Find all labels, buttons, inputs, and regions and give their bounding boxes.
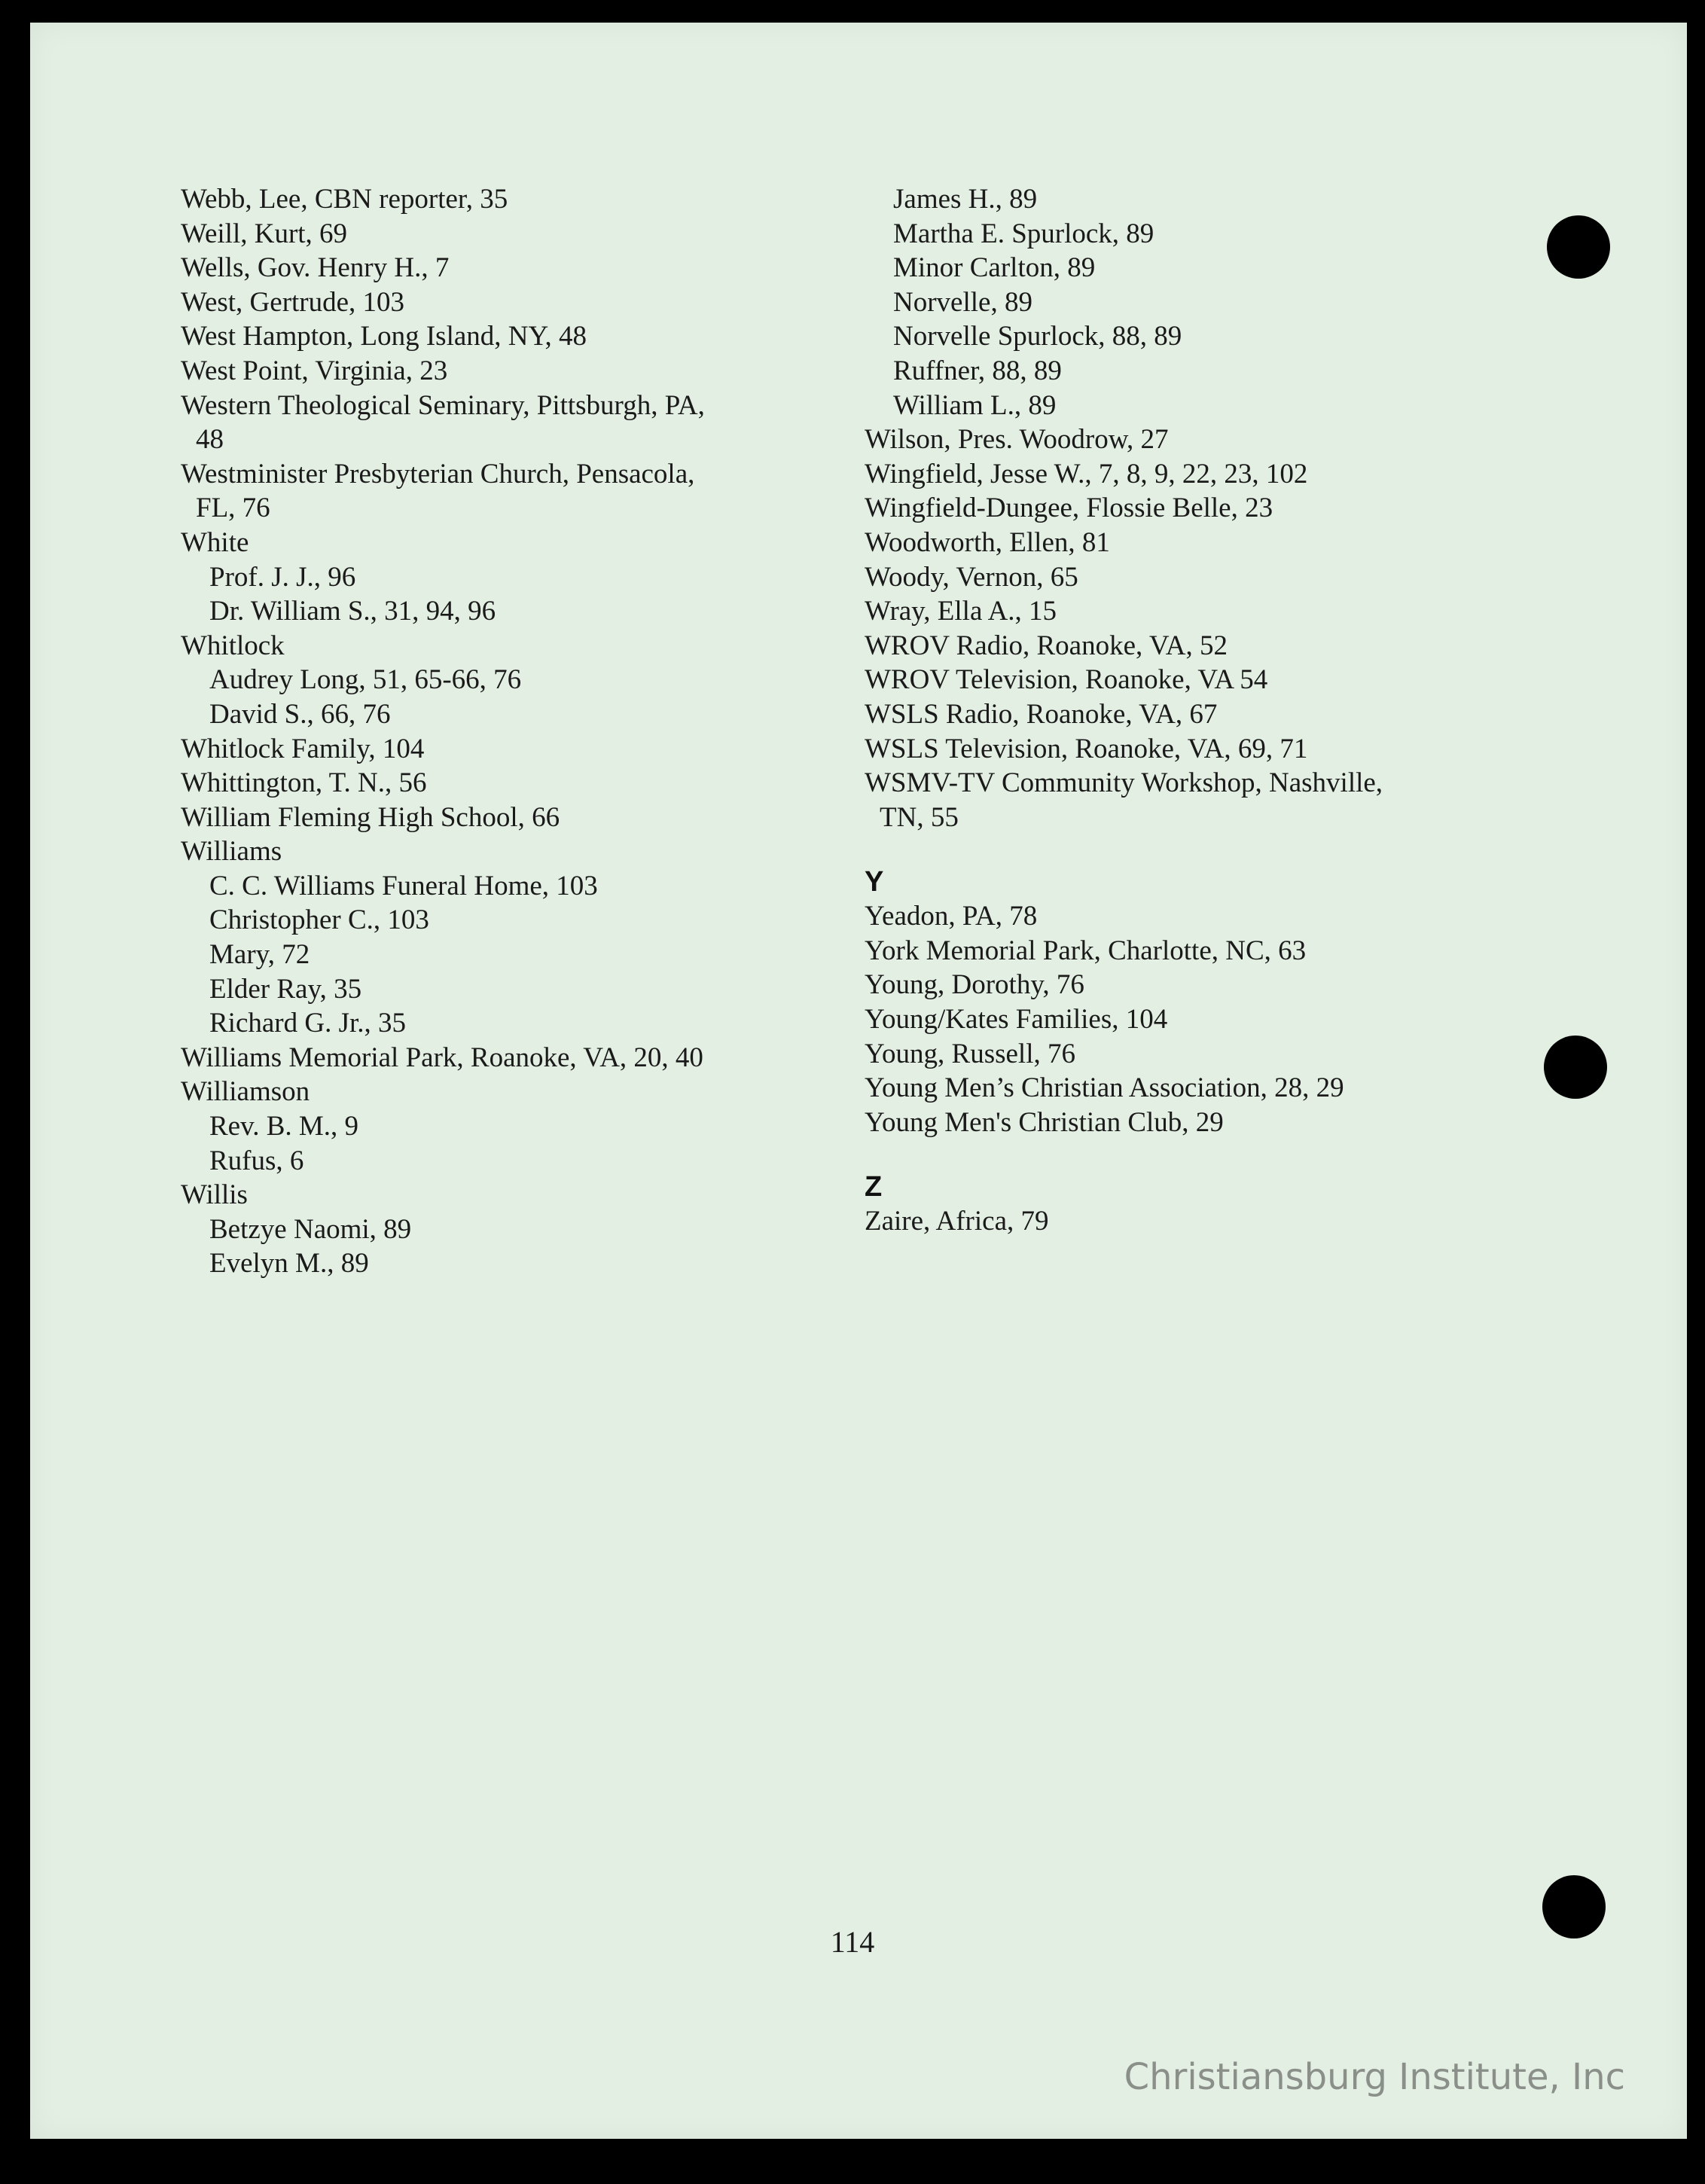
index-entry: Young Men’s Christian Association, 28, 29: [865, 1072, 1344, 1104]
binder-hole-middle: [1544, 1036, 1607, 1099]
index-subentry: Rufus, 6: [209, 1145, 304, 1176]
index-entry: Young, Russell, 76: [865, 1038, 1075, 1069]
index-entry: William Fleming High School, 66: [181, 801, 560, 833]
section-letter-z: Z: [865, 1171, 883, 1203]
index-entry: Young, Dorothy, 76: [865, 969, 1084, 1001]
index-subentry: David S., 66, 76: [209, 698, 391, 730]
index-subentry: Audrey Long, 51, 65-66, 76: [209, 664, 522, 696]
section-letter-y: Y: [865, 866, 884, 898]
index-entries-z: [865, 1204, 1527, 1239]
index-entry: West, Gertrude, 103: [181, 286, 405, 318]
index-entry: Whittington, T. N., 56: [181, 767, 427, 799]
index-subentry: Norvelle, 89: [893, 286, 1032, 318]
index-subentry: Rev. B. M., 9: [209, 1111, 359, 1142]
index-entry: Western Theological Seminary, Pittsburgh, PA,: [181, 389, 705, 421]
index-subentry: Mary, 72: [209, 939, 310, 971]
index-entry: Wingfield-Dungee, Flossie Belle, 23: [865, 493, 1273, 524]
index-subentry: Norvelle Spurlock, 88, 89: [893, 321, 1182, 352]
index-entry: Wray, Ella A., 15: [865, 596, 1057, 627]
index-entry: Westminister Presbyterian Church, Pensacola,: [181, 458, 695, 490]
index-entry: Williams: [181, 836, 282, 868]
index-entry: WSLS Radio, Roanoke, VA, 67: [865, 698, 1218, 730]
index-entries-y: [865, 899, 1527, 1139]
index-entry: WSMV-TV Community Workshop, Nashville,: [865, 767, 1383, 799]
index-entry: Woody, Vernon, 65: [865, 561, 1078, 593]
index-entry: Willis: [181, 1179, 248, 1211]
index-subentry: Evelyn M., 89: [209, 1248, 369, 1280]
index-subentry: Dr. William S., 31, 94, 96: [209, 596, 496, 627]
index-entry: Webb, Lee, CBN reporter, 35: [181, 184, 508, 215]
index-entry-continuation: 48: [196, 424, 224, 456]
index-entry: Yeadon, PA, 78: [865, 901, 1038, 932]
index-entry: Young Men's Christian Club, 29: [865, 1106, 1224, 1138]
index-subentry: Betzye Naomi, 89: [209, 1213, 412, 1245]
index-subentry: James H., 89: [893, 184, 1038, 215]
index-column-left: [181, 182, 843, 1281]
binder-hole-top: [1547, 215, 1610, 279]
index-entry: West Hampton, Long Island, NY, 48: [181, 321, 587, 352]
index-entry: Wilson, Pres. Woodrow, 27: [865, 424, 1169, 456]
index-subentry: Ruffner, 88, 89: [893, 355, 1062, 386]
index-subentry: Prof. J. J., 96: [209, 561, 356, 593]
index-entry: Williams Memorial Park, Roanoke, VA, 20, 40: [181, 1042, 703, 1073]
index-entry: Wingfield, Jesse W., 7, 8, 9, 22, 23, 102: [865, 458, 1308, 490]
index-subentry: Christopher C., 103: [209, 904, 429, 936]
index-entry: West Point, Virginia, 23: [181, 355, 448, 386]
index-subentry: William L., 89: [893, 389, 1057, 421]
index-entry-continuation: FL, 76: [196, 493, 270, 524]
index-entry: Young/Kates Families, 104: [865, 1004, 1168, 1036]
index-entry: Zaire, Africa, 79: [865, 1206, 1049, 1237]
index-entries-w-continued: [865, 182, 1527, 834]
index-subentry: Minor Carlton, 89: [893, 252, 1096, 284]
index-entry: Whitlock: [181, 630, 285, 661]
index-entry: Woodworth, Ellen, 81: [865, 526, 1110, 558]
index-entry: Weill, Kurt, 69: [181, 218, 348, 249]
index-entry: Wells, Gov. Henry H., 7: [181, 252, 450, 284]
index-entry: Whitlock Family, 104: [181, 733, 425, 764]
index-column-right: [865, 182, 1527, 1239]
index-entry: White: [181, 526, 249, 558]
page-number: 114: [830, 1925, 875, 1959]
index-entry-continuation: TN, 55: [880, 801, 959, 833]
index-entry: WROV Radio, Roanoke, VA, 52: [865, 630, 1228, 661]
index-subentry: Richard G. Jr., 35: [209, 1008, 407, 1039]
index-entry: WSLS Television, Roanoke, VA, 69, 71: [865, 733, 1308, 764]
index-subentry: Martha E. Spurlock, 89: [893, 218, 1154, 249]
index-subentry: Elder Ray, 35: [209, 973, 362, 1005]
index-entry: York Memorial Park, Charlotte, NC, 63: [865, 935, 1307, 966]
index-entry: Williamson: [181, 1076, 310, 1108]
index-entry: WROV Television, Roanoke, VA 54: [865, 664, 1268, 696]
index-subentry: C. C. Williams Funeral Home, 103: [209, 870, 598, 901]
watermark-text: Christiansburg Institute, Inc: [1124, 2056, 1625, 2098]
